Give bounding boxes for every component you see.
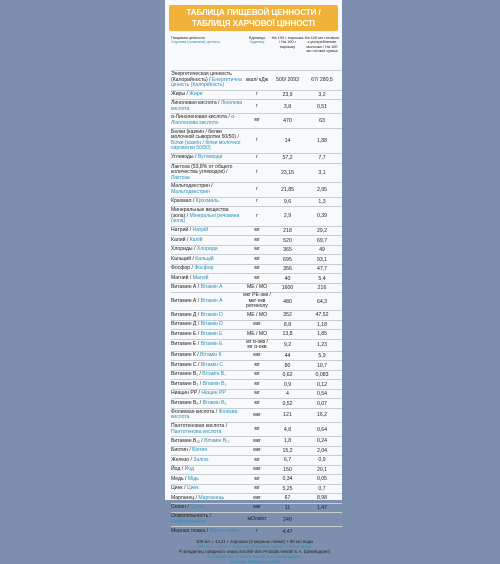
value-per-100ml: 216 (317, 285, 327, 292)
value-per-100ml: 47,7 (316, 266, 328, 273)
nutrient-name (171, 198, 243, 206)
unit-cell: г (256, 212, 258, 219)
nutrient-name (171, 312, 243, 320)
table-row (171, 226, 342, 236)
table-row (171, 153, 342, 163)
nutrient-name-uk: Магній (192, 274, 209, 281)
table-row (171, 128, 342, 153)
value-per-100ml: 0,7 (318, 485, 326, 492)
table-row (171, 254, 342, 264)
value-per-100g: 500/ 2093 (275, 77, 300, 84)
unit-cell: мг (254, 236, 260, 243)
value-per-100g: 9,6 (283, 198, 292, 205)
value-per-100ml: 93,1 (316, 256, 328, 263)
nutrient-name-uk: Фолієва кислота (171, 408, 238, 421)
unit-cell: МЕ / МО (246, 284, 268, 291)
nutrient-name (171, 423, 243, 436)
nutrient-name-uk: Фосфор (194, 265, 214, 272)
column-header-per-100ml: На 100 мл готового к употреблению молочка / На 100 мл готової суміші (304, 35, 340, 53)
footer-line: власник товарних знаків (229, 559, 280, 564)
title-ru: ТАБЛИЦА ПИЩЕВОЙ ЦЕННОСТИ / (186, 8, 321, 17)
value-per-100g: 1600 (281, 285, 294, 292)
table-row (171, 484, 342, 494)
nutrient-name-ru: Углеводы / (171, 154, 197, 161)
nutrient-name (171, 284, 243, 292)
footer-line: 100 мл = 13,41 г порошку (3 мірних ложки) + 90 мл води (197, 543, 312, 549)
nutrient-name-uk: Ніацин PP (201, 390, 226, 397)
nutrient-name-ru: Марганец / (171, 494, 197, 501)
nutrient-name-ru: Ниацин PP / (171, 390, 200, 397)
value-per-100ml: 1,88 (316, 137, 328, 144)
nutrient-name (171, 438, 243, 446)
nutrient-name (171, 400, 243, 408)
value-per-100g: 23,9 (282, 92, 293, 99)
table-row (171, 436, 342, 446)
value-per-100g: 13,8 (282, 331, 293, 338)
value-per-100ml: 16,2 (316, 412, 328, 419)
nutrient-name-ru: α-Линоленовая кислота / (171, 114, 230, 121)
unit-cell: мг (254, 371, 260, 378)
nutrient-name (171, 114, 243, 127)
nutrient-name-uk: Кальцій (195, 255, 214, 262)
table-row (171, 273, 342, 283)
nutrient-name (171, 476, 243, 484)
unit-cell: мкг (253, 447, 261, 454)
unit-cell: мкг РЕ-экв / мкг екв ретинолу (243, 292, 271, 310)
nutrient-name-ru: Витамин B₆ / (171, 399, 202, 406)
nutrient-name (171, 207, 243, 226)
nutrient-name-ru: Крахмал / (171, 197, 195, 204)
nutrient-name-uk: Мірна ложка (209, 527, 240, 534)
column-headers (171, 36, 342, 70)
unit-cell: мкг (253, 352, 261, 359)
value-per-100g: 0,52 (282, 400, 293, 407)
value-per-100ml: 1,18 (316, 321, 328, 328)
nutrient-name-uk: Залізо (193, 456, 209, 463)
value-per-100g: 365 (283, 247, 292, 254)
value-per-100g: 15,2 (282, 447, 293, 454)
nutrient-name (171, 227, 243, 235)
footer-line: ® Société des Produits Nestlé S.A. (Швейцарія), (206, 554, 303, 560)
unit-cell: г (256, 103, 258, 110)
nutrient-name-ru: Фолиевая кислота / (171, 408, 218, 415)
nutrient-name (171, 362, 243, 370)
table-row (171, 206, 342, 226)
nutrient-name (171, 504, 243, 512)
nutrient-name-ru: Мерная ложка / (171, 527, 209, 534)
value-per-100g: 0,34 (282, 476, 293, 483)
nutrient-name-uk: Хлориди (196, 246, 218, 253)
nutrient-name (171, 485, 243, 493)
nutrition-label-panel (165, 0, 342, 564)
unit-cell: мг (254, 475, 260, 482)
nutrient-name-uk: Мідь (187, 475, 199, 482)
unit-cell: г (256, 154, 258, 161)
value-per-100g: 21,85 (281, 186, 294, 193)
value-per-100ml: 0,05 (316, 476, 328, 483)
value-per-100ml: 49 (319, 247, 325, 254)
unit-cell: мг α-экв / мг α-екв (246, 338, 268, 351)
value-per-100g: 23,15 (281, 169, 294, 176)
unit-cell: ккал/ кДж (245, 76, 269, 83)
nutrient-name (171, 341, 243, 349)
nutrient-name-uk: Селен (190, 504, 206, 511)
nutrient-name (171, 91, 243, 99)
nutrient-name (171, 246, 243, 254)
value-per-100g: 150 (283, 466, 292, 473)
nutrient-name-uk: Вітамін D (200, 321, 223, 328)
table-row (171, 503, 342, 513)
table-row (171, 235, 342, 245)
value-per-100g: 44 (284, 353, 291, 359)
nutrient-name-ru: Пантотеновая кислота / (171, 422, 228, 429)
nutrient-name-uk: Вітамін С (200, 361, 224, 368)
nutrient-name-uk: Вітамін К (200, 352, 222, 359)
nutrient-name (171, 381, 243, 389)
value-per-100g: 695 (283, 256, 292, 263)
nutrient-name (171, 275, 243, 283)
value-per-100ml: 1,85 (316, 331, 328, 338)
nutrient-name (171, 447, 243, 455)
nutrient-name-uk: Осмоляльність (171, 518, 207, 525)
table-row (171, 292, 342, 310)
table-row (171, 70, 342, 90)
nutrient-name-uk: Вітамін B₁ (202, 371, 226, 378)
value-per-100ml: 0,64 (316, 426, 328, 433)
table-row (171, 526, 342, 536)
value-per-100ml: 67/ 280,5 (311, 77, 333, 84)
nutrient-name-uk: Вітамін B₁₂ (204, 437, 230, 444)
unit-cell: г (256, 186, 258, 193)
value-per-100ml: 8,98 (316, 495, 328, 502)
unit-cell: мкг (253, 494, 261, 501)
value-per-100ml: 7,7 (318, 155, 326, 162)
nutrient-name (171, 164, 243, 183)
nutrient-name-uk: Мінеральні речовини (зола) (171, 212, 240, 225)
table-row (171, 422, 342, 436)
nutrient-name-ru: Витамин B₁₂ / (171, 437, 203, 444)
value-per-100ml: 1,23 (316, 342, 328, 349)
nutrient-name-ru: Белки (казеин / белки молочной сыворотки 50/50) / (171, 128, 239, 141)
table-row (171, 360, 342, 370)
value-per-100g: 8,8 (283, 321, 292, 328)
nutrient-name-uk: Лактоза (171, 174, 190, 181)
nutrient-name-ru: Витамин А / (171, 284, 200, 291)
nutrient-name-ru: Осмоляльность / (171, 513, 212, 520)
nutrient-name-uk: Крохмаль (195, 197, 219, 204)
unit-cell: мг (254, 274, 260, 281)
nutrient-name-ru: Биотин / (171, 447, 191, 454)
nutrient-name-uk: Вітамін B₆ (202, 399, 227, 406)
nutrient-name-ru: Витамин А / (171, 297, 200, 304)
value-per-100ml: 10,7 (316, 362, 328, 369)
value-per-100g: 121 (283, 412, 292, 419)
nutrient-name (171, 331, 243, 339)
unit-cell: мг (254, 425, 260, 432)
nutrient-name (171, 409, 243, 422)
table-row (171, 408, 342, 422)
value-per-100g: 57,2 (282, 155, 293, 162)
value-per-100ml: 2,04 (316, 447, 328, 454)
value-per-100g: 6,7 (283, 457, 292, 464)
nutrient-name-uk: Білки (казеїн / білки молочної сироватки 50/50) (171, 139, 241, 152)
value-per-100ml: 29,2 (316, 228, 328, 235)
table-row (171, 512, 342, 526)
unit-cell: мг (254, 399, 260, 406)
table-row (171, 283, 342, 293)
nutrient-name (171, 371, 243, 379)
nutrient-name-ru: Витамин С / (171, 361, 200, 368)
column-header-per-100g: На 100 г порошка / На 100 г порошку (271, 35, 304, 49)
unit-cell: мкг (253, 504, 261, 511)
unit-cell: мг (254, 246, 260, 253)
value-per-100ml: 47,52 (315, 312, 329, 319)
nutrient-name-ru: Цинк / (171, 485, 186, 492)
nutrient-name (171, 495, 243, 503)
table-row (171, 182, 342, 196)
nutrient-name-ru: Фосфор / (171, 265, 193, 272)
value-per-100ml: 20,1 (316, 466, 328, 473)
value-per-100ml: 5,4 (318, 275, 326, 282)
value-per-100g: 11 (284, 504, 291, 511)
unit-cell: г (256, 527, 258, 534)
value-per-100ml: 0,39 (316, 213, 328, 220)
nutrient-name (171, 237, 243, 245)
table-row (171, 455, 342, 465)
value-per-100ml: 69,7 (316, 237, 328, 244)
nutrient-name-ru: Медь / (171, 475, 187, 482)
nutrient-name-uk: α-Ліноленова кислота (171, 114, 236, 127)
value-per-100g: 40 (284, 275, 291, 282)
nutrient-name (171, 154, 243, 162)
nutrient-name-ru: Жиры / (171, 91, 188, 98)
nutrient-name-ru: Калий / (171, 236, 189, 243)
value-per-100ml: 64,3 (316, 298, 328, 305)
unit-cell: мг (254, 380, 260, 387)
value-per-100ml: 0,07 (316, 400, 328, 407)
nutrient-name (171, 298, 243, 306)
nutrient-name-ru: Витамин B₂ / (171, 380, 202, 387)
nutrient-name-ru: Мальтодекстрин / (171, 183, 213, 190)
table-row (171, 99, 342, 113)
value-per-100g: 520 (283, 237, 292, 244)
value-per-100ml: 0,24 (316, 438, 328, 445)
value-per-100g: 14 (284, 137, 291, 144)
nutrient-name-uk: Калій (189, 236, 203, 243)
value-per-100ml: 2,95 (316, 186, 328, 193)
value-per-100g: 4 (286, 391, 289, 397)
value-per-100ml: 63 (319, 118, 325, 125)
nutrient-name-ru: Витамин К / (171, 352, 199, 359)
unit-cell: мг (254, 255, 260, 262)
nutrient-name-uk: Вітамін B₂ (202, 380, 227, 387)
nutrient-name (171, 466, 243, 474)
nutrient-name-ru: Лактоза (53,8% от общего количества углеводов) / (171, 163, 233, 176)
unit-cell: мг (254, 227, 260, 234)
value-per-100g: 480 (283, 298, 292, 305)
table-row (171, 329, 342, 339)
nutrient-name (171, 352, 243, 360)
footer-notes (171, 539, 338, 564)
table-row (171, 245, 342, 255)
value-per-100g: 1,8 (283, 438, 292, 445)
table-row (171, 320, 342, 330)
nutrient-name-uk: Пантотенова кислота (171, 428, 222, 435)
table-row (171, 474, 342, 484)
value-per-100ml: 0,12 (316, 381, 328, 388)
table-row (171, 389, 342, 399)
unit-cell: мг (254, 265, 260, 272)
nutrient-name-uk: Цинк (186, 485, 199, 492)
value-per-100ml: 3,2 (318, 92, 326, 99)
nutrient-name-ru: Линолевая кислота / (171, 100, 220, 107)
unit-cell: мкг (253, 466, 261, 473)
unit-cell: мг (254, 456, 260, 463)
nutrient-name-uk: Марганець (198, 494, 225, 501)
nutrient-name-ru: Кальций / (171, 255, 194, 262)
nutrient-name (171, 256, 243, 264)
table-row (171, 465, 342, 475)
value-per-100ml: 0,51 (316, 103, 328, 110)
nutrient-name-ru: Витамин Е / (171, 341, 200, 348)
table-row (171, 339, 342, 351)
nutrient-name-ru: Витамин Д / (171, 311, 200, 318)
value-per-100ml: 5,9 (318, 353, 326, 359)
value-per-100g: 67 (284, 495, 291, 502)
table-row (171, 310, 342, 320)
nutrient-name-ru: Минеральные вещества (зола) / (171, 207, 229, 219)
value-per-100ml: 3,1 (318, 169, 326, 176)
unit-cell: мкг (253, 437, 261, 444)
nutrition-table (171, 70, 342, 536)
nutrient-name-uk: Вітамін D (200, 311, 223, 318)
nutrient-name (171, 321, 243, 329)
title-uk: ТАБЛИЦЯ ХАРЧОВОЇ ЦІННОСТІ (192, 19, 315, 28)
value-per-100g: 0,62 (282, 372, 293, 378)
nutrient-name-ru: Железо / (171, 456, 192, 463)
unit-cell: мг (254, 117, 260, 124)
nutrient-name (171, 129, 243, 153)
unit-cell: мкг (253, 411, 261, 418)
unit-cell: мг (254, 361, 260, 368)
nutrient-name (171, 513, 243, 526)
value-per-100g: 0,9 (283, 381, 292, 388)
nutrient-name-uk: Біотин (192, 447, 208, 454)
nutrient-name-uk: Вітамін Е (200, 341, 223, 348)
value-per-100g: 2,9 (283, 213, 292, 220)
value-per-100ml: 0,54 (316, 391, 328, 397)
unit-cell: мкг (253, 321, 261, 328)
nutrient-name-uk: Мальтодекстрин (171, 188, 210, 195)
nutrient-name (171, 71, 243, 90)
table-row (171, 90, 342, 100)
nutrient-name (171, 265, 243, 273)
nutrient-name-uk: Жири (189, 91, 203, 98)
value-per-100ml: 1,3 (318, 198, 326, 205)
unit-cell: г (256, 197, 258, 204)
nutrient-name-ru: Хлориды / (171, 246, 196, 253)
nutrient-name-ru: Йод / (171, 466, 184, 473)
value-per-100g: 218 (283, 228, 292, 235)
nutrient-name-ru: Селен / (171, 504, 189, 511)
nutrient-name-uk: Вітамін А (200, 284, 223, 291)
nutrient-name-uk: Вітамін А (200, 297, 223, 304)
nutrient-name-uk: Енергетична цінність (Калорійність) (171, 76, 242, 89)
unit-cell: г (256, 91, 258, 98)
footer-line: ® Владелец товарного знака Société des Produits Nestlé S.A. (Швейцария) (178, 549, 331, 554)
value-per-100g: 470 (283, 118, 292, 125)
unit-cell: мг (254, 485, 260, 492)
nutrient-name-ru: Магний / (171, 274, 192, 281)
unit-cell: мг (254, 390, 260, 397)
value-per-100g: 240 (283, 516, 292, 523)
footer-line: 100 мл = 13,41 г порошка (3 мерные ложки) + 90 мл воды (195, 538, 314, 544)
nutrient-name-ru: Натрий / (171, 227, 192, 234)
nutrient-name (171, 183, 243, 196)
value-per-100g: 9,2 (283, 342, 292, 349)
value-per-100g: 352 (283, 312, 292, 319)
value-per-100g: 4,8 (283, 426, 292, 433)
value-per-100g: 4,47 (282, 528, 293, 535)
table-row (171, 446, 342, 456)
nutrient-name (171, 100, 243, 113)
table-row (171, 370, 342, 380)
nutrient-name (171, 457, 243, 465)
table-row (171, 351, 342, 361)
unit-cell: мОсм/кг (247, 515, 267, 522)
table-row (171, 113, 342, 127)
unit-cell: МЕ / МО (246, 311, 268, 318)
nutrient-name (171, 528, 243, 536)
value-per-100g: 5,25 (282, 485, 293, 492)
title-banner (169, 5, 338, 31)
nutrient-name-uk: Натрій (192, 227, 209, 234)
nutrient-name-ru: Витамин Д / (171, 321, 200, 328)
table-row (171, 264, 342, 274)
nutrient-name-uk: Вуглеводи (197, 154, 223, 161)
table-row (171, 197, 342, 207)
value-per-100ml: 0,083 (315, 372, 329, 378)
nutrient-name-ru: Энергетическая ценность (Калорийность) / (171, 71, 232, 83)
nutrient-name-uk: Вітамін Е (200, 330, 223, 337)
table-row (171, 379, 342, 389)
value-per-100ml: 0,9 (318, 457, 326, 464)
unit-cell: г (256, 137, 258, 144)
unit-cell: МЕ / МО (246, 330, 268, 337)
nutrient-name-uk: Лінолева кислота (171, 100, 243, 112)
nutrient-name-uk: Йод (184, 466, 194, 473)
column-header-name: Пищевая ценность Харчова (поживна) цінність (171, 35, 221, 45)
value-per-100g: 356 (283, 266, 292, 273)
nutrient-name (171, 390, 243, 398)
value-per-100g: 3,8 (283, 103, 292, 110)
nutrient-name-ru: Витамин B₁ / (171, 371, 201, 378)
nutrient-name-ru: Витамин Е / (171, 330, 200, 337)
table-row (171, 163, 342, 183)
table-row (171, 493, 342, 503)
value-per-100ml: 1,47 (316, 504, 328, 511)
unit-cell: г (256, 169, 258, 176)
column-header-unit: Единицы Одиниці (248, 35, 266, 45)
table-row (171, 398, 342, 408)
value-per-100g: 80 (284, 362, 291, 369)
